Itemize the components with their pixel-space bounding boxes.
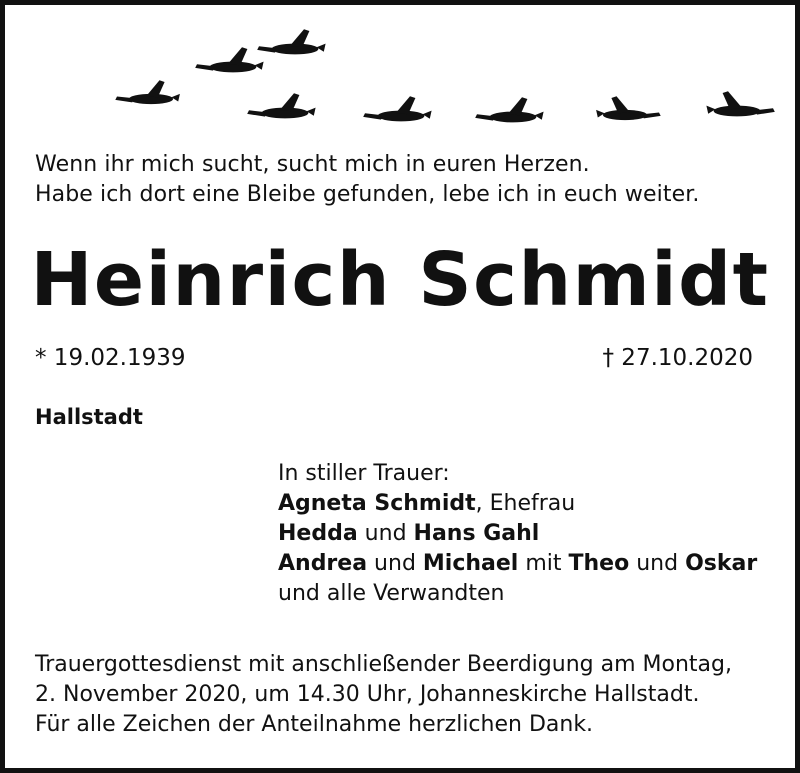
goose-icon [363,96,431,121]
mourner-name: Agneta Schmidt [278,491,476,516]
mourner-name: Hans Gahl [413,521,540,546]
goose-icon [115,80,180,104]
mourner-name: Oskar [685,551,758,576]
birth-date: * 19.02.1939 [35,345,186,371]
mourner-name: Andrea [278,551,368,576]
mourner-name: Michael [422,551,519,576]
place: Hallstadt [35,405,143,429]
goose-icon [596,96,661,120]
mourner-name: Hedda [278,521,358,546]
verse [35,150,699,210]
deceased-name: Heinrich Schmidt [30,237,770,323]
service-line: Trauergottesdienst mit anschließender Beerdigung am Montag, [35,652,732,677]
verse-line: Habe ich dort eine Bleibe gefunden, lebe ich in euch weiter. [35,182,700,207]
goose-icon [195,47,263,72]
verse-line: Wenn ihr mich sucht, sucht mich in euren Herzen. [35,152,590,177]
goose-icon [475,97,543,122]
mourners-block [278,459,757,609]
service-info [35,650,732,740]
goose-icon [706,91,774,116]
service-line: 2. November 2020, um 14.30 Uhr, Johanneskirche Hallstadt. [35,682,700,707]
service-line: Für alle Zeichen der Anteilnahme herzlichen Dank. [35,712,594,737]
goose-icon [257,29,325,54]
mourner-line: Hedda und Hans Gahl [278,521,540,546]
mourner-line: Andrea und Michael mit Theo und Oskar [278,551,758,576]
goose-icon [247,93,315,118]
mourners-intro: In stiller Trauer: [278,461,450,486]
relation: , Ehefrau [475,491,576,516]
mourner-name: Theo [568,551,630,576]
death-date: † 27.10.2020 [602,345,753,371]
mourner-line: und alle Verwandten [278,581,505,606]
mourner-line [278,489,757,519]
flying-geese-illustration [105,23,795,143]
